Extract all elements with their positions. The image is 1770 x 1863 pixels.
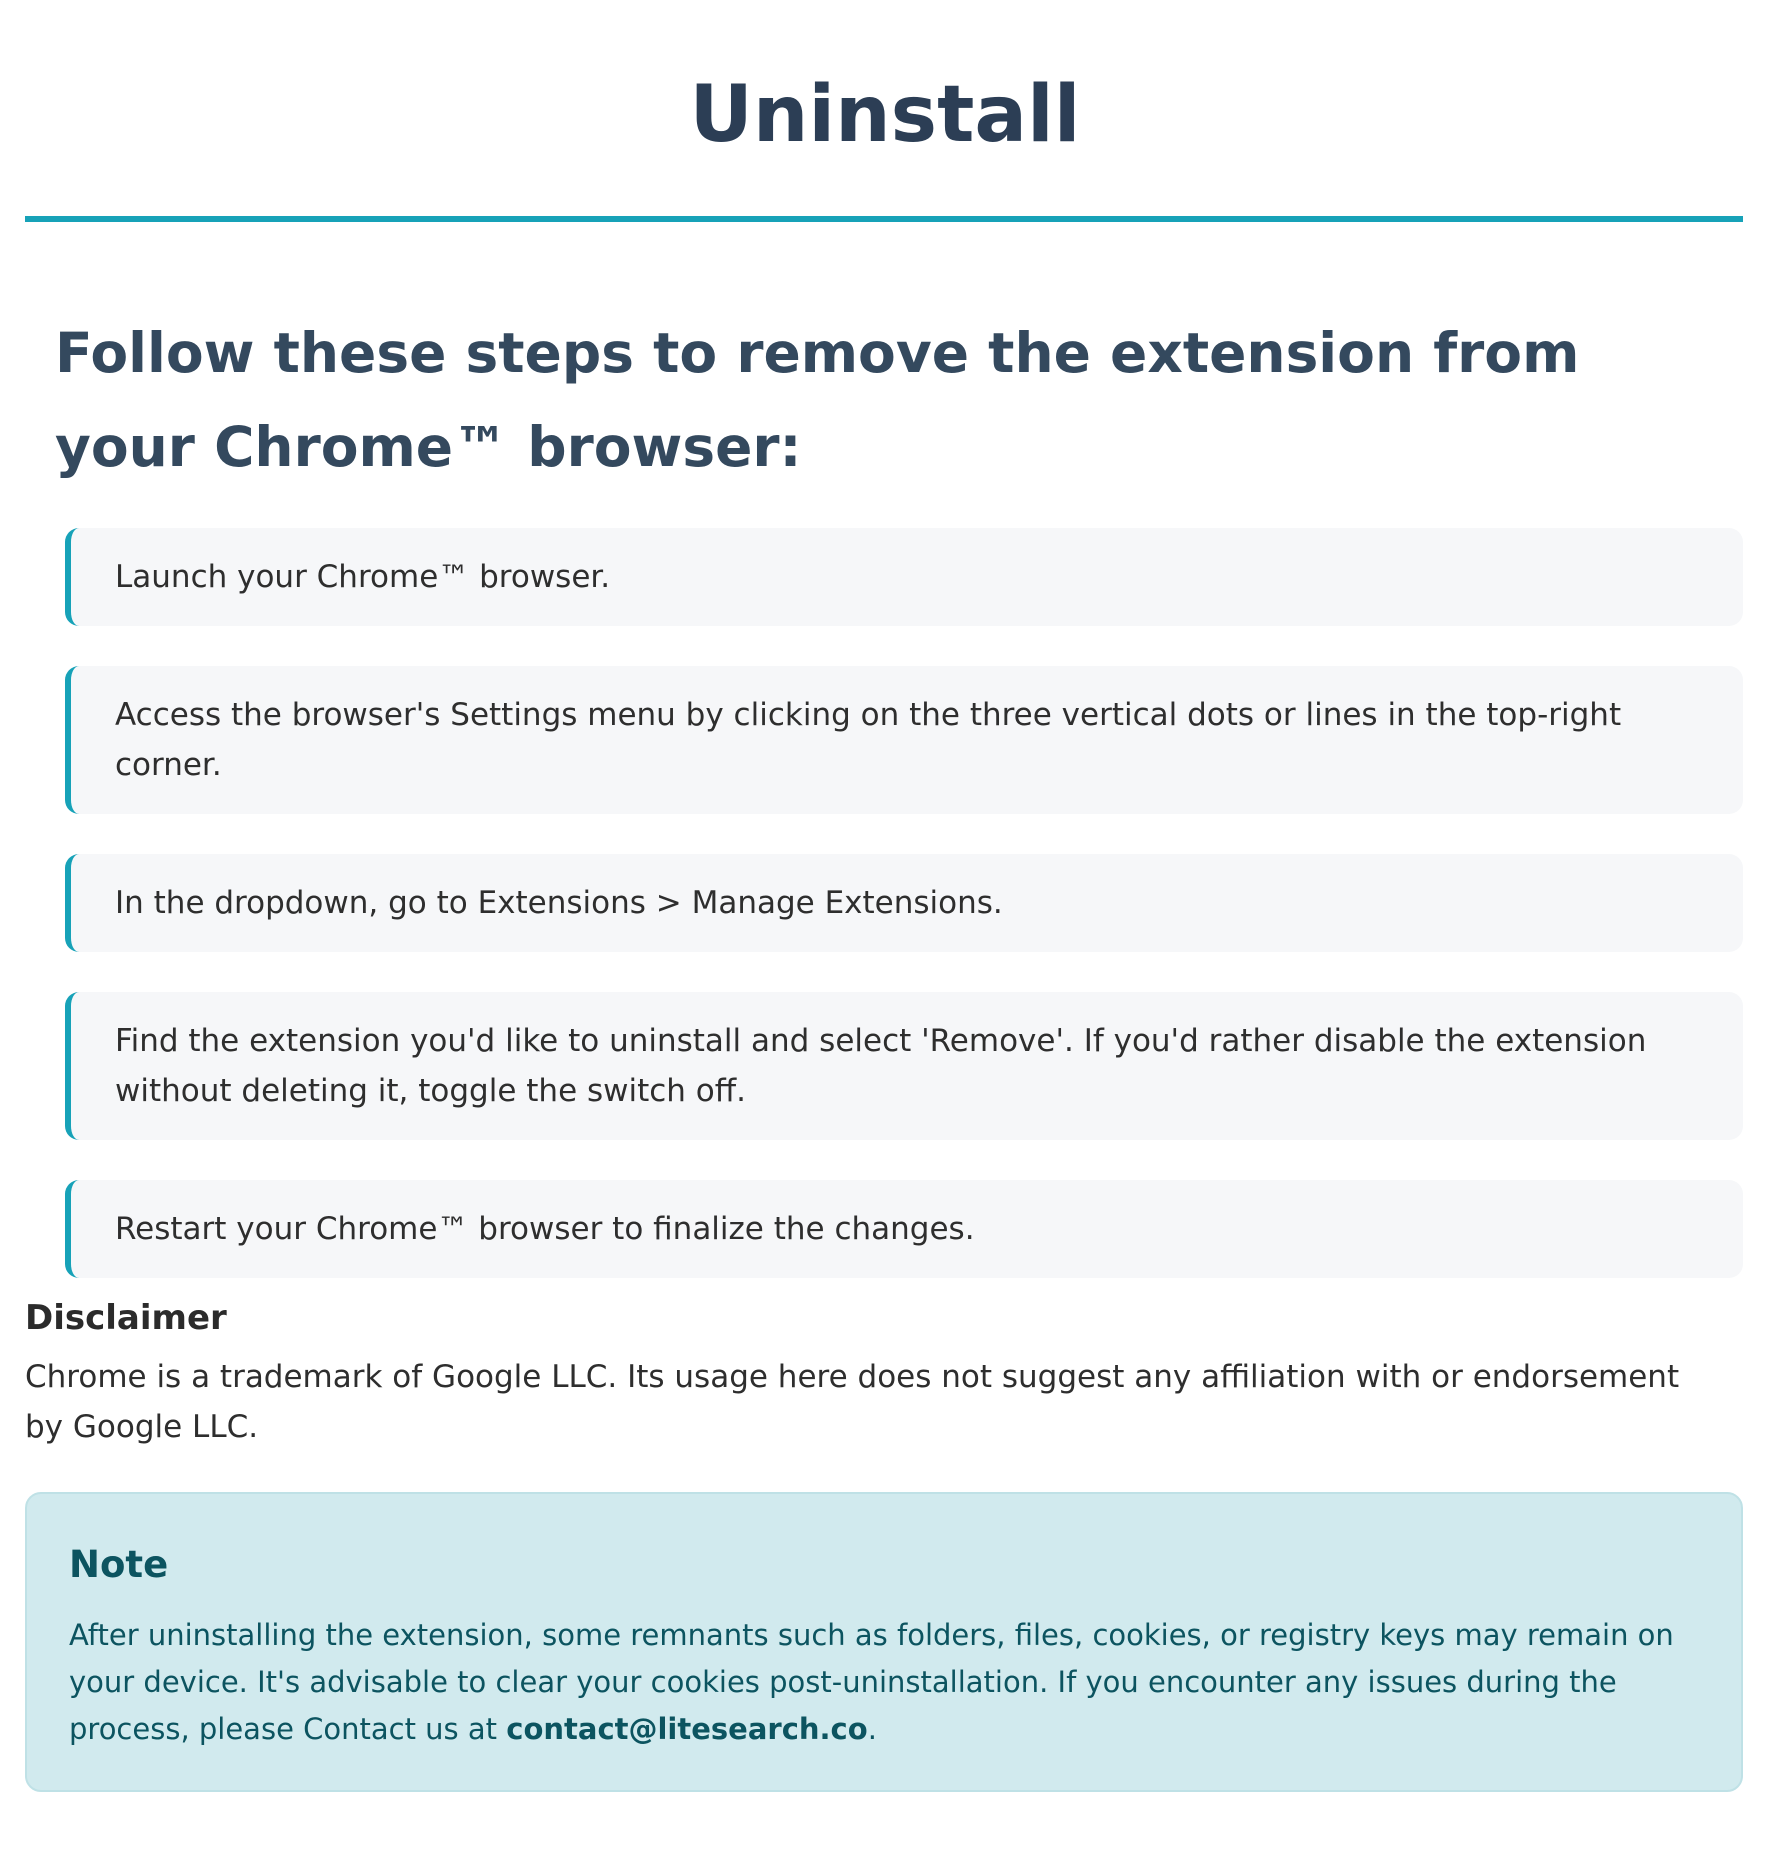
note-heading: Note — [69, 1543, 169, 1586]
note-box — [25, 1492, 1743, 1792]
step-item: Restart your Chrome™ browser to finalize the changes. — [65, 1180, 1743, 1278]
note-text — [69, 1612, 1699, 1753]
step-item: Find the extension you'd like to uninstall and select 'Remove'. If you'd rather disable the extension without deleting it, toggle the switch off. — [65, 992, 1743, 1140]
step-item: Access the browser's Settings menu by clicking on the three vertical dots or lines in the top-right corner. — [65, 666, 1743, 814]
step-item: In the dropdown, go to Extensions > Manage Extensions. — [65, 854, 1743, 952]
steps-list — [65, 528, 1743, 1318]
page-title: Uninstall — [689, 70, 1081, 160]
note-text-body: After uninstalling the extension, some remnants such as folders, files, cookies, or registry keys may remain on your device. It's advisable to clear your cookies post-uninstallation. If you encounter any issues during the process, please Contact us at — [69, 1618, 1674, 1746]
disclaimer-text: Chrome is a trademark of Google LLC. Its usage here does not suggest any affiliation with or endorsement by Google LLC. — [25, 1359, 1680, 1445]
instructions-heading: Follow these steps to remove the extension from your Chrome™ browser: — [55, 321, 1580, 479]
note-text-end: . — [867, 1712, 877, 1746]
disclaimer-heading: Disclaimer — [25, 1298, 227, 1338]
title-divider — [25, 216, 1743, 222]
step-item: Launch your Chrome™ browser. — [65, 528, 1743, 626]
contact-email: contact@litesearch.co — [506, 1712, 868, 1746]
